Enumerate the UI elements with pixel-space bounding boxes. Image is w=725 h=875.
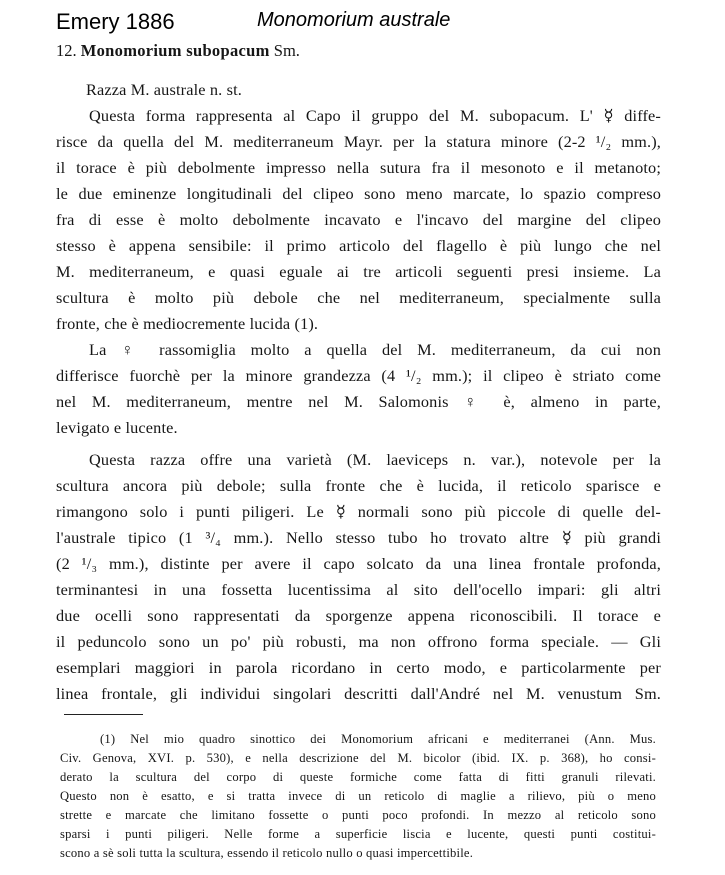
text-line: il peduncolo sono un po' più robusti, ma non offrono forma speciale. — Gli	[56, 632, 661, 651]
text-line: risce da quella del M. mediterraneum Mayr. per la statura minore (2-2 ¹/₂ mm.),	[56, 132, 661, 151]
footnote-line: Questo non è esatto, e si tratta invece di un reticolo di maglie a rilievo, più o meno	[60, 789, 656, 803]
footnote-line: strette e marcate che limitano fossette o punti poco profondi. In mezzo al reticolo sono	[60, 808, 656, 822]
razza-line: Razza M. australe n. st.	[86, 80, 242, 99]
section-heading	[56, 41, 300, 61]
footnote-separator	[64, 714, 143, 715]
text-line: scultura ancora più debole; sulla fronte che è lucida, il reticolo sparisce e	[56, 476, 661, 495]
section-author: Sm.	[273, 41, 300, 60]
text-line: stesso è appena sensibile: il primo articolo del flagello è più lungo che nel	[56, 236, 661, 255]
footnote-line: sparsi i punti piligeri. Nelle forme a superficie liscia e lucente, questi punti costitui-	[60, 827, 656, 841]
text-line: Questa razza offre una varietà (M. laeviceps n. var.), notevole per la	[89, 450, 661, 469]
text-line: differisce fuorchè per la minore grandezza (4 ¹/₂ mm.); il clipeo è striato come	[56, 366, 661, 385]
text-line: rimangono solo i punti piligeri. Le ☿ normali sono più piccole di quelle del-	[56, 502, 661, 521]
text-line: esemplari maggiori in parola ricordano in certo modo, e particolarmente per	[56, 658, 661, 677]
text-line: fronte, che è mediocremente lucida (1).	[56, 314, 319, 333]
text-line: terminantesi in una fossetta lucentissima al sito dell'ocello impari: gli altri	[56, 580, 661, 599]
text-line: M. mediterraneum, e quasi eguale ai tre articoli seguenti presi insieme. La	[56, 262, 661, 281]
text-line: scultura è molto più debole che nel mediterraneum, specialmente sulla	[56, 288, 661, 307]
text-line: le due eminenze longitudinali del clipeo sono meno marcate, lo spazio compreso	[56, 184, 661, 203]
text-line: due ocelli sono rappresentati da sporgenze appena riconoscibili. Il torace e	[56, 606, 661, 625]
text-line: (2 ¹/₃ mm.), distinte per avere il capo solcato da una linea frontale profonda,	[56, 554, 661, 573]
text-line: fra di esse è molto debolmente incavato e l'incavo del margine del clipeo	[56, 210, 661, 229]
footnote-line: scono a sè soli tutta la scultura, essendo il reticolo nullo o quasi impercettibile.	[60, 846, 474, 860]
text-line: il torace è più debolmente impresso nella sutura fra il mesonoto e il metanoto;	[56, 158, 661, 177]
header-author-year: Emery 1886	[56, 9, 175, 34]
text-line: levigato e lucente.	[56, 418, 178, 437]
text-line: linea frontale, gli individui singolari descritti dall'André nel M. venustum Sm.	[56, 684, 661, 703]
footnote-line: derato la scultura del corpo di queste formiche come fatta di fitti granuli rilevati.	[60, 770, 656, 784]
footnote-line: Civ. Genova, XVI. p. 530), e nella descrizione del M. bicolor (ibid. IX. p. 368), ho consi-	[60, 751, 656, 765]
text-line: nel M. mediterraneum, mentre nel M. Salomonis ♀ è, almeno in parte,	[56, 392, 661, 411]
footnote-line: (1) Nel mio quadro sinottico dei Monomorium africani e mediterranei (Ann. Mus.	[100, 732, 656, 746]
text-line: l'australe tipico (1 ³/₄ mm.). Nello stesso tubo ho trovato altre ☿ più grandi	[56, 528, 661, 547]
section-number: 12.	[56, 41, 77, 60]
text-line: La ♀ rassomiglia molto a quella del M. mediterraneum, da cui non	[89, 340, 661, 359]
section-species-name: Monomorium subopacum	[80, 41, 270, 60]
header-species-title: Monomorium australe	[257, 9, 451, 31]
text-line: Questa forma rappresenta al Capo il gruppo del M. subopacum. L' ☿ diffe-	[89, 106, 661, 125]
